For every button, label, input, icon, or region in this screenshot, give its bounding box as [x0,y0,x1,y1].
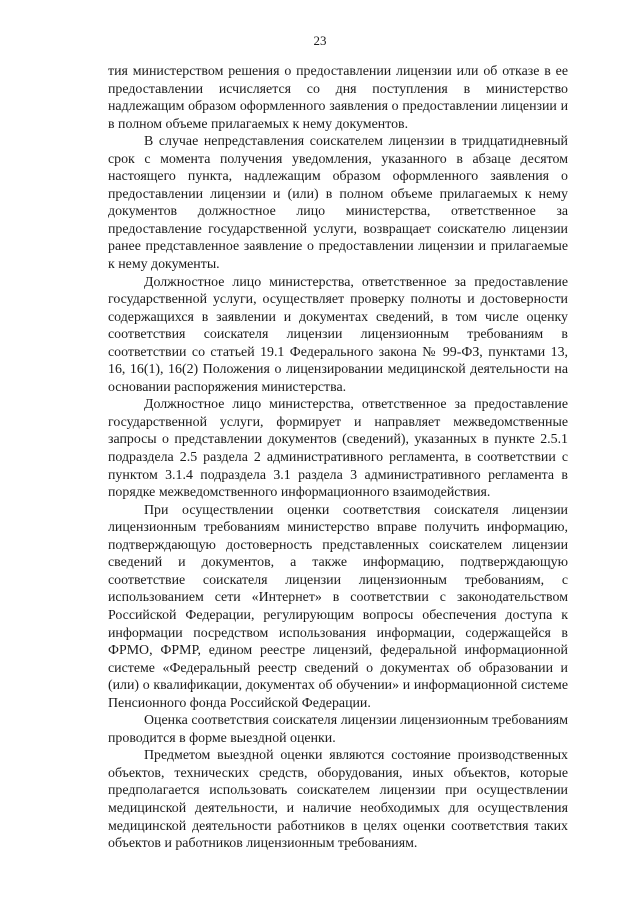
paragraph: Должностное лицо министерства, ответственное за предоставление государственной услуги, осуществляет проверку полноты и достоверности содержащихся в заявлении и документах сведений, в том числе оценку соответствия соискателя лицензии лицензионным требованиям в соответствии со статьей 19.1 Федерального закона № 99-ФЗ, пунктами 13, 16, 16(1), 16(2) Положения о лицензировании медицинской деятельности на основании распоряжения министерства. [108,274,568,395]
paragraph: При осуществлении оценки соответствия соискателя лицензии лицензионным требованиям министерство вправе получить информацию, подтверждающую достоверность представленных соискателем лицензии сведений и документов, а также информацию, подтверждающую соответствие соискателя лицензии лицензионным требованиям, с использованием сети «Интернет» в соответствии с законодательством Российской Федерации, регулирующим вопросы обеспечения доступа к информации посредством использования информации, содержащейся в ФРМО, ФРМР, едином реестре лицензий, федеральной информационной системе «Федеральный реестр сведений о документах об образовании и (или) о квалификации, документах об обучении» и информационной системе Пенсионного фонда Российской Федерации. [108,502,568,711]
document-body [108,63,568,853]
paragraph: Предметом выездной оценки являются состояние производственных объектов, технических средств, оборудования, иных объектов, которые предполагается использовать соискателем лицензии при осуществлении медицинской деятельности, и наличие необходимых для осуществления медицинской деятельности работников в целях оценки соответствия таких объектов и работников лицензионным требованиям. [108,748,568,852]
paragraph: Должностное лицо министерства, ответственное за предоставление государственной услуги, формирует и направляет межведомственные запросы о представлении документов (сведений), указанных в пункте 2.5.1 подраздела 2.5 раздела 2 административного регламента, в соответствии с пунктом 3.1.4 подраздела 3.1 раздела 3 административного регламента в порядке межведомственного информационного взаимодействия. [108,397,568,501]
paragraph: Оценка соответствия соискателя лицензии лицензионным требованиям проводится в форме выездной оценки. [108,713,568,746]
page-number: 23 [313,33,327,48]
paragraph: В случае непредставления соискателем лицензии в тридцатидневный срок с момента получения уведомления, указанного в абзаце десятом настоящего пункта, надлежащим образом оформленного заявления о предоставлении лицензии и (или) в полном объеме прилагаемых к нему документов должностное лицо министерства, ответственное за предоставление государственной услуги, возвращает соискателю лицензии ранее представленное заявление о предоставлении лицензии и прилагаемые к нему документы. [108,134,568,273]
paragraph: тия министерством решения о предоставлении лицензии или об отказе в ее предоставлении исчисляется со дня поступления в министерство надлежащим образом оформленного заявления о предоставлении лицензии и в полном объеме прилагаемых к нему документов. [108,64,568,132]
